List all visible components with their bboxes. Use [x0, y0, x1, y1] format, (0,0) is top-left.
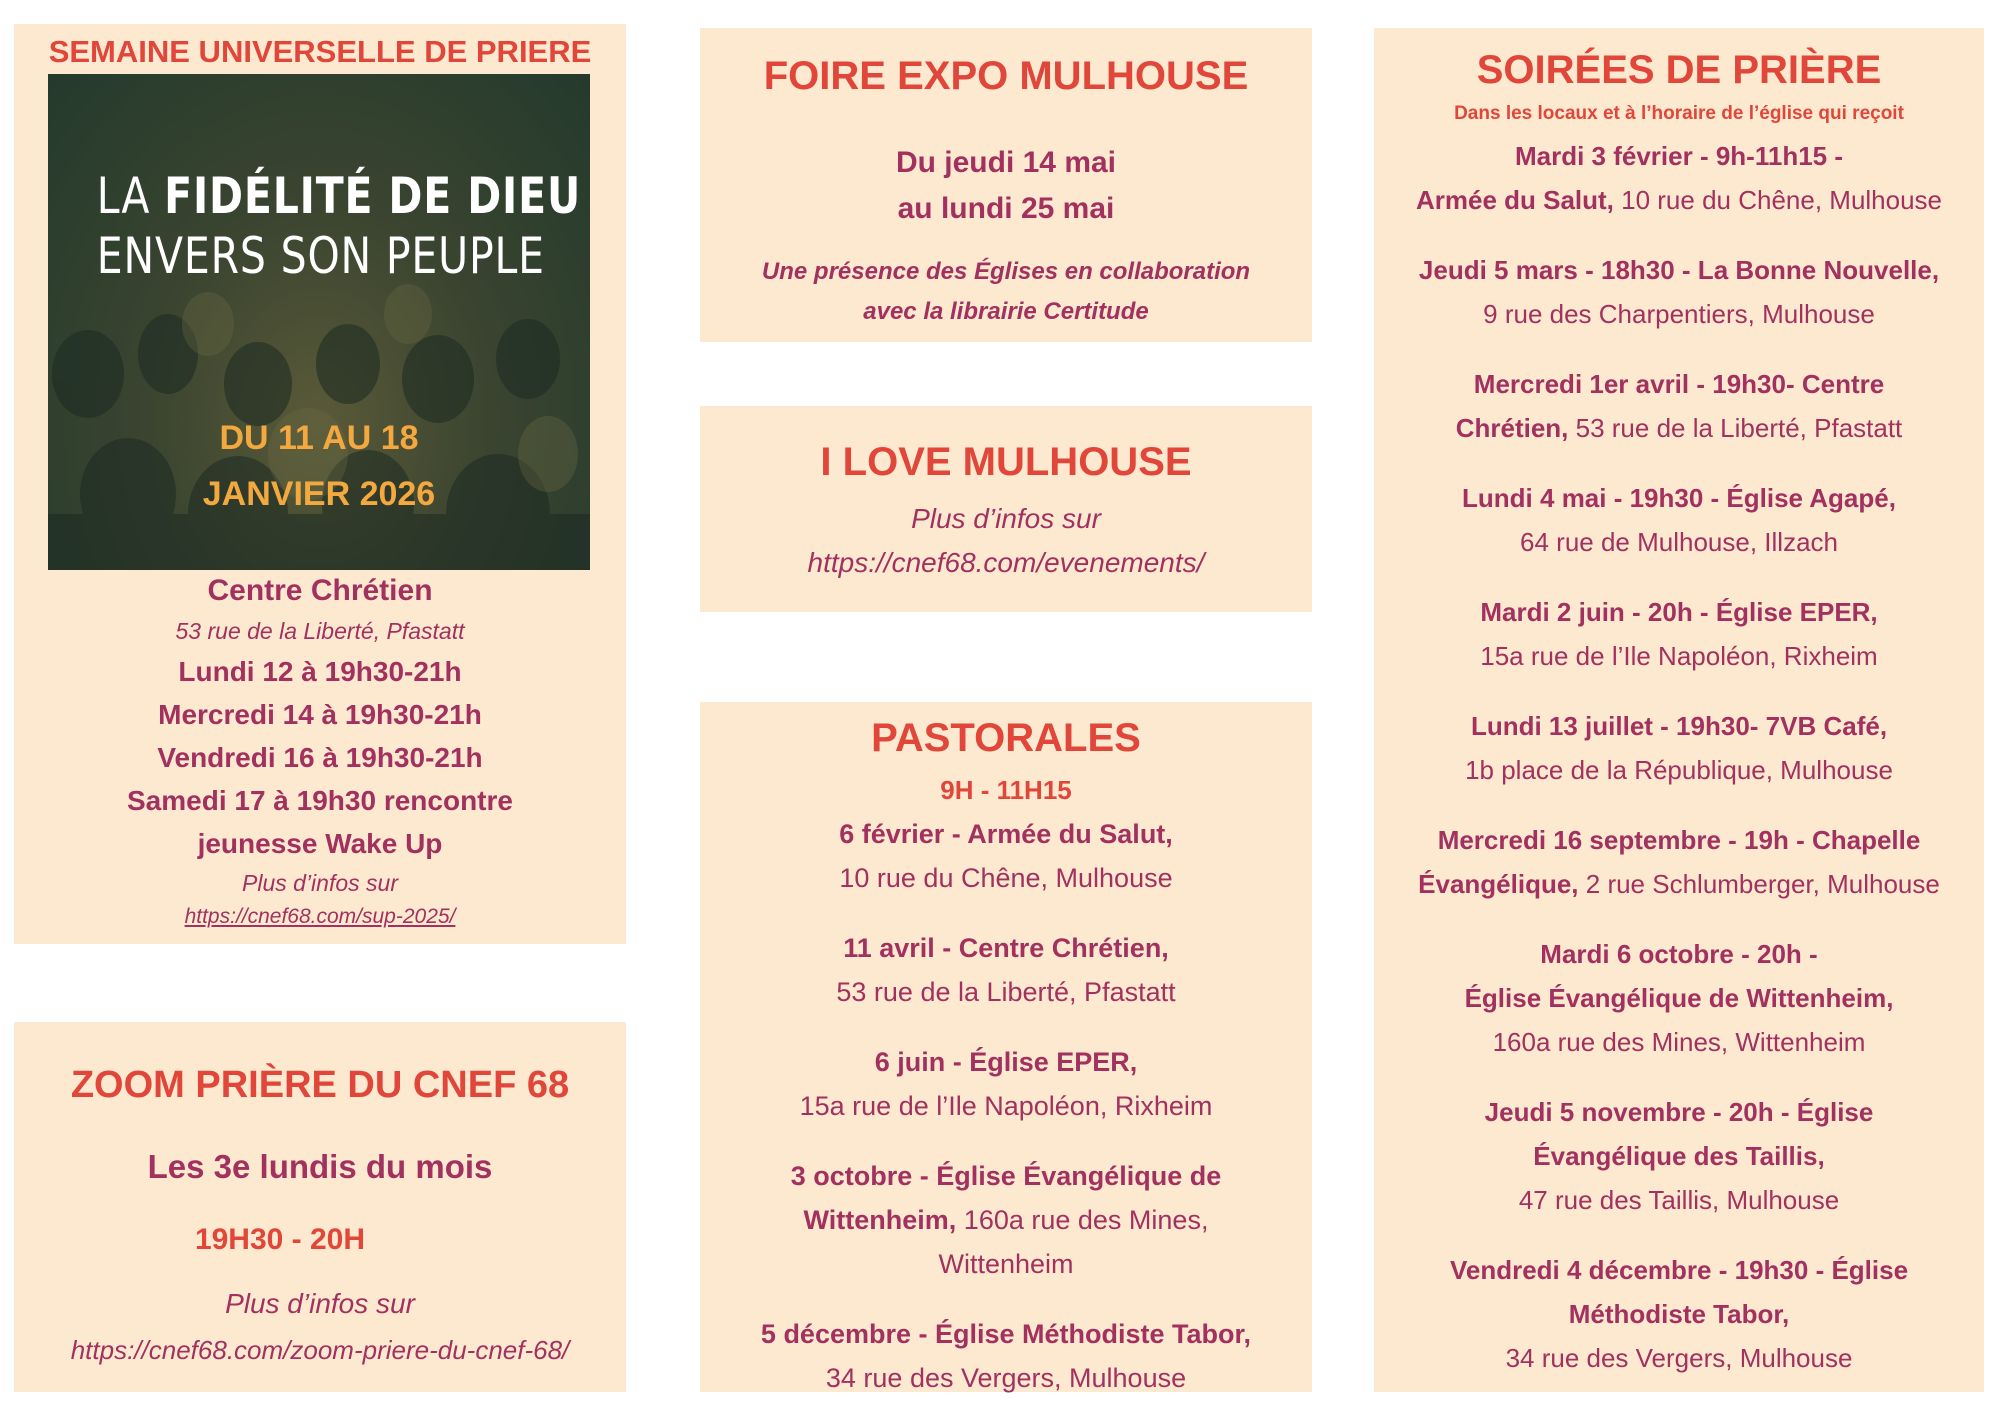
- soiree-item: [1374, 476, 1984, 564]
- poster-dates: [48, 410, 590, 522]
- poster-image: [48, 74, 590, 570]
- soirees-list: [1374, 134, 1984, 1406]
- foire-dates: [700, 140, 1312, 232]
- semaine-date-2: Mercredi 14 à 19h30-21h: [158, 699, 482, 730]
- ilove-info-link[interactable]: https://cnef68.com/evenements/: [807, 547, 1205, 578]
- foire-desc: [700, 252, 1312, 332]
- soiree-4-address: 64 rue de Mulhouse, Illzach: [1520, 527, 1838, 557]
- foire-heading: FOIRE EXPO MULHOUSE: [763, 54, 1249, 98]
- soirees-panel: [1374, 28, 1984, 1392]
- pastorale-4-title: 3 octobre - Église Évangélique de: [790, 1161, 1222, 1191]
- semaine-info-label: Plus d’infos sur: [242, 870, 398, 896]
- ilove-heading: I LOVE MULHOUSE: [820, 440, 1192, 484]
- poster-date-2: JANVIER 2026: [202, 475, 436, 513]
- pastorale-2-address: 53 rue de la Liberté, Pfastatt: [836, 977, 1176, 1007]
- poster-title-light: LA: [96, 167, 151, 225]
- zoom-time: 19H30 - 20H: [194, 1223, 366, 1256]
- poster-date-1: DU 11 AU 18: [219, 419, 419, 457]
- soiree-item: [1374, 932, 1984, 1064]
- foire-desc-2: avec la librairie Certitude: [863, 298, 1149, 325]
- pastorale-4-title2: Wittenheim,: [803, 1205, 957, 1235]
- pastorale-item: [700, 812, 1312, 900]
- soirees-heading: SOIRÉES DE PRIÈRE: [1476, 48, 1882, 92]
- poster-title-bold: FIDÉLITÉ DE DIEU: [164, 167, 582, 225]
- zoom-info-label: Plus d’infos sur: [225, 1288, 415, 1319]
- semaine-panel: [14, 24, 626, 944]
- soiree-2-address: 9 rue des Charpentiers, Mulhouse: [1483, 299, 1875, 329]
- soiree-item: [1374, 362, 1984, 450]
- soiree-8-title2: Église Évangélique de Wittenheim,: [1464, 983, 1894, 1013]
- pastorale-1-address: 10 rue du Chêne, Mulhouse: [839, 863, 1173, 893]
- soiree-item: [1374, 590, 1984, 678]
- pastorale-item: [700, 1154, 1312, 1286]
- soiree-9-title: Jeudi 5 novembre - 20h - Église: [1484, 1097, 1874, 1127]
- pastorale-4-address: 160a rue des Mines,: [956, 1205, 1209, 1235]
- soiree-1-title: Mardi 3 février - 9h-11h15 -: [1514, 141, 1844, 171]
- semaine-heading: SEMAINE UNIVERSELLE DE PRIERE: [48, 34, 592, 69]
- soiree-8-title: Mardi 6 octobre - 20h -: [1540, 939, 1818, 969]
- pastorale-2-title: 11 avril - Centre Chrétien,: [843, 933, 1169, 963]
- pastorale-item: [700, 926, 1312, 1014]
- semaine-details: [14, 570, 626, 933]
- pastorale-3-title: 6 juin - Église EPER,: [874, 1047, 1138, 1077]
- soiree-10-title: Vendredi 4 décembre - 19h30 - Église: [1449, 1255, 1909, 1285]
- semaine-date-1: Lundi 12 à 19h30-21h: [178, 656, 462, 687]
- pastorales-list: [700, 812, 1312, 1426]
- soiree-5-title: Mardi 2 juin - 20h - Église EPER,: [1480, 597, 1878, 627]
- poster-title: [96, 166, 582, 286]
- soiree-7-title2: Évangélique,: [1418, 869, 1579, 899]
- semaine-date-5: jeunesse Wake Up: [197, 828, 443, 859]
- soiree-1-title2: Armée du Salut,: [1415, 185, 1614, 215]
- ilove-panel: [700, 406, 1312, 612]
- pastorale-3-address: 15a rue de l’Ile Napoléon, Rixheim: [799, 1091, 1213, 1121]
- soiree-2-title: Jeudi 5 mars - 18h30 - La Bonne Nouvelle,: [1418, 255, 1940, 285]
- soiree-item: [1374, 818, 1984, 906]
- soirees-subtitle: Dans les locaux et à l’horaire de l’église qui reçoit: [1454, 103, 1904, 124]
- poster-title-line2: ENVERS SON PEUPLE: [96, 227, 545, 285]
- pastorale-5-title: 5 décembre - Église Méthodiste Tabor,: [760, 1319, 1252, 1349]
- pastorale-5-address: 34 rue des Vergers, Mulhouse: [825, 1363, 1187, 1393]
- pastorale-item: [700, 1312, 1312, 1400]
- soiree-3-title: Mercredi 1er avril - 19h30- Centre: [1473, 369, 1885, 399]
- soiree-3-line2: [1374, 406, 1984, 450]
- zoom-heading: ZOOM PRIÈRE DU CNEF 68: [70, 1064, 570, 1106]
- soiree-item: [1374, 704, 1984, 792]
- semaine-place-address: 53 rue de la Liberté, Pfastatt: [175, 618, 465, 644]
- soiree-3-address: 53 rue de la Liberté, Pfastatt: [1568, 413, 1903, 443]
- soiree-8-address: 160a rue des Mines, Wittenheim: [1492, 1027, 1866, 1057]
- pastorales-heading: PASTORALES: [871, 716, 1141, 760]
- soiree-item: [1374, 1248, 1984, 1380]
- semaine-date-3: Vendredi 16 à 19h30-21h: [157, 742, 483, 773]
- pastorale-1-title: 6 février - Armée du Salut,: [839, 819, 1173, 849]
- soiree-3-title2: Chrétien,: [1455, 413, 1569, 443]
- soiree-1-line2: [1374, 178, 1984, 222]
- semaine-date-4: Samedi 17 à 19h30 rencontre: [127, 785, 513, 816]
- semaine-place-name: Centre Chrétien: [207, 574, 433, 607]
- zoom-info-link[interactable]: https://cnef68.com/zoom-priere-du-cnef-68/: [70, 1335, 570, 1365]
- pastorales-panel: [700, 702, 1312, 1392]
- pastorale-item: [700, 1040, 1312, 1128]
- soiree-6-address: 1b place de la République, Mulhouse: [1465, 755, 1893, 785]
- foire-panel: [700, 28, 1312, 342]
- soiree-9-title2: Évangélique des Taillis,: [1533, 1141, 1825, 1171]
- soiree-item: [1374, 134, 1984, 222]
- zoom-panel: [14, 1022, 626, 1392]
- soiree-7-title: Mercredi 16 septembre - 19h - Chapelle: [1437, 825, 1921, 855]
- semaine-info-wrapper: [14, 901, 626, 933]
- soiree-5-address: 15a rue de l’Ile Napoléon, Rixheim: [1480, 641, 1878, 671]
- soiree-7-address: 2 rue Schlumberger, Mulhouse: [1578, 869, 1940, 899]
- pastorale-4-city: Wittenheim: [938, 1249, 1074, 1279]
- foire-dates-1: Du jeudi 14 mai: [895, 146, 1117, 179]
- soiree-10-address: 34 rue des Vergers, Mulhouse: [1505, 1343, 1853, 1373]
- soiree-item: [1374, 1090, 1984, 1222]
- soiree-item: [1374, 248, 1984, 336]
- foire-dates-2: au lundi 25 mai: [897, 192, 1115, 225]
- soiree-7-line2: [1374, 862, 1984, 906]
- soiree-9-address: 47 rue des Taillis, Mulhouse: [1518, 1185, 1840, 1215]
- soiree-10-title2: Méthodiste Tabor,: [1568, 1299, 1790, 1329]
- pastorales-time: 9H - 11H15: [940, 775, 1072, 805]
- ilove-info-label: Plus d’infos sur: [911, 503, 1101, 534]
- soiree-6-title: Lundi 13 juillet - 19h30- 7VB Café,: [1470, 711, 1888, 741]
- zoom-subtitle: Les 3e lundis du mois: [147, 1148, 493, 1185]
- semaine-info-link[interactable]: https://cnef68.com/sup-2025/: [184, 905, 456, 928]
- foire-desc-1: Une présence des Églises en collaboration: [761, 258, 1251, 285]
- soiree-1-address: 10 rue du Chêne, Mulhouse: [1613, 185, 1943, 215]
- soiree-4-title: Lundi 4 mai - 19h30 - Église Agapé,: [1462, 483, 1896, 513]
- pastorale-4-line2: [700, 1198, 1312, 1242]
